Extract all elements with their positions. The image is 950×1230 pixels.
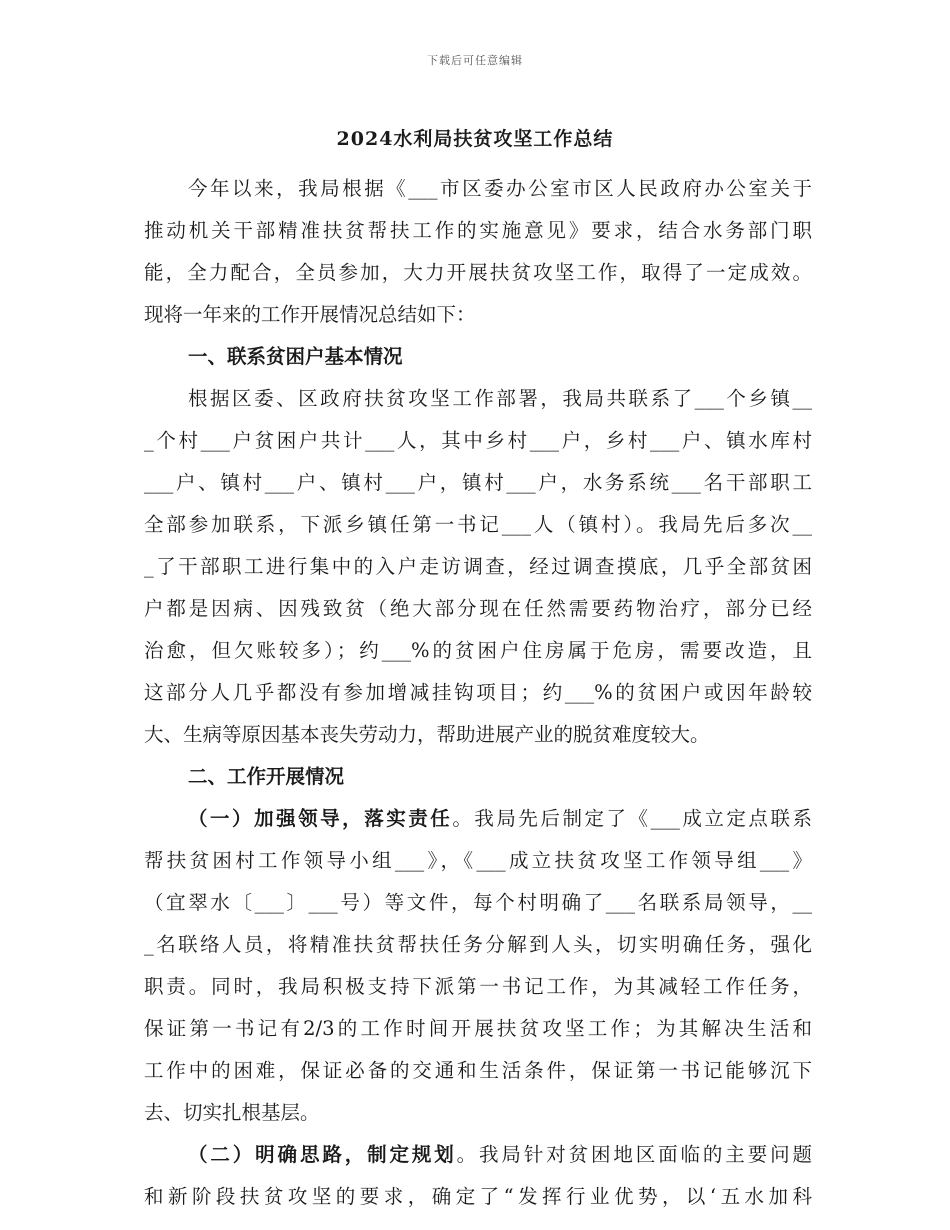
section-heading bbox=[144, 756, 812, 798]
line-text: 今年以来，我局根据《___市区委办公室市区人民政府办公室关于 bbox=[188, 177, 812, 200]
subsection-heading: （二）明确思路，制定规划 bbox=[188, 1143, 457, 1166]
line-text: 二、工作开展情况 bbox=[188, 765, 345, 788]
line-text: 和新阶段扶贫攻坚的要求，确定了“发挥行业优势，以‘五水加科 bbox=[144, 1185, 812, 1208]
text-line bbox=[144, 1176, 812, 1218]
text-line bbox=[144, 966, 812, 1008]
line-text: 这部分人几乎都没有参加增减挂钩项目；约___%的贫困户或因年龄较 bbox=[144, 681, 812, 704]
text-line bbox=[144, 672, 812, 714]
text-line bbox=[144, 294, 812, 336]
document-body bbox=[144, 168, 812, 1218]
text-line bbox=[144, 168, 812, 210]
text-line bbox=[144, 798, 812, 840]
text-line bbox=[144, 1092, 812, 1134]
line-text: 。我局先后制定了《___成立定点联系 bbox=[452, 807, 812, 830]
line-text: 保证第一书记有2/3的工作时间开展扶贫攻坚工作；为其解决生活和 bbox=[144, 1017, 812, 1040]
line-text: 一、联系贫困户基本情况 bbox=[188, 345, 403, 368]
text-line bbox=[144, 630, 812, 672]
line-text: 根据区委、区政府扶贫攻坚工作部署，我局共联系了___个乡镇__ bbox=[188, 387, 812, 410]
line-text: ___户、镇村___户、镇村___户，镇村___户，水务系统___名干部职工 bbox=[144, 471, 812, 494]
line-text: 去、切实扎根基层。 bbox=[144, 1101, 320, 1124]
line-text: 。我局针对贫困地区面临的主要问题 bbox=[456, 1143, 812, 1166]
text-line bbox=[144, 1008, 812, 1050]
section-heading bbox=[144, 336, 812, 378]
text-line bbox=[144, 504, 812, 546]
line-text: 职责。同时，我局积极支持下派第一书记工作，为其减轻工作任务， bbox=[144, 975, 812, 998]
text-line bbox=[144, 546, 812, 588]
subsection-heading: （一）加强领导，落实责任 bbox=[188, 807, 453, 830]
text-line bbox=[144, 210, 812, 252]
line-text: _了干部职工进行集中的入户走访调查，经过调查摸底，几乎全部贫困 bbox=[144, 555, 812, 578]
line-text: 全部参加联系，下派乡镇任第一书记___人（镇村）。我局先后多次__ bbox=[144, 513, 812, 536]
line-text: 帮扶贫困村工作领导小组___》，《___成立扶贫攻坚工作领导组___》 bbox=[144, 849, 812, 872]
document-title: 2024水利局扶贫攻坚工作总结 bbox=[336, 128, 614, 150]
line-text: 能，全力配合，全员参加，大力开展扶贫攻坚工作，取得了一定成效。 bbox=[144, 261, 812, 284]
line-text: 大、生病等原因基本丧失劳动力，帮助进展产业的脱贫难度较大。 bbox=[144, 723, 710, 746]
text-line bbox=[144, 378, 812, 420]
line-text: 治愈，但欠账较多）；约___%的贫困户住房属于危房，需要改造，且 bbox=[144, 639, 812, 662]
line-text: 工作中的困难，保证必备的交通和生活条件，保证第一书记能够沉下 bbox=[144, 1059, 812, 1082]
text-line bbox=[144, 588, 812, 630]
line-text: 推动机关干部精准扶贫帮扶工作的实施意见》要求，结合水务部门职 bbox=[144, 219, 812, 242]
text-line bbox=[144, 1050, 812, 1092]
text-line bbox=[144, 714, 812, 756]
text-line bbox=[144, 924, 812, 966]
text-line bbox=[144, 420, 812, 462]
line-text: _名联络人员，将精准扶贫帮扶任务分解到人头，切实明确任务，强化 bbox=[144, 933, 812, 956]
line-text: _个村___户贫困户共计___人，其中乡村___户，乡村___户、镇水库村 bbox=[144, 429, 812, 452]
header-note: 下载后可任意编辑 bbox=[427, 54, 523, 67]
line-text: （宜翠水〔___〕___号）等文件，每个村明确了___名联系局领导，__ bbox=[144, 891, 812, 914]
line-text: 现将一年来的工作开展情况总结如下： bbox=[144, 303, 476, 326]
text-line bbox=[144, 252, 812, 294]
line-text: 户都是因病、因残致贫（绝大部分现在任然需要药物治疗，部分已经 bbox=[144, 597, 812, 620]
text-line bbox=[144, 462, 812, 504]
text-line bbox=[144, 1134, 812, 1176]
text-line bbox=[144, 840, 812, 882]
text-line bbox=[144, 882, 812, 924]
